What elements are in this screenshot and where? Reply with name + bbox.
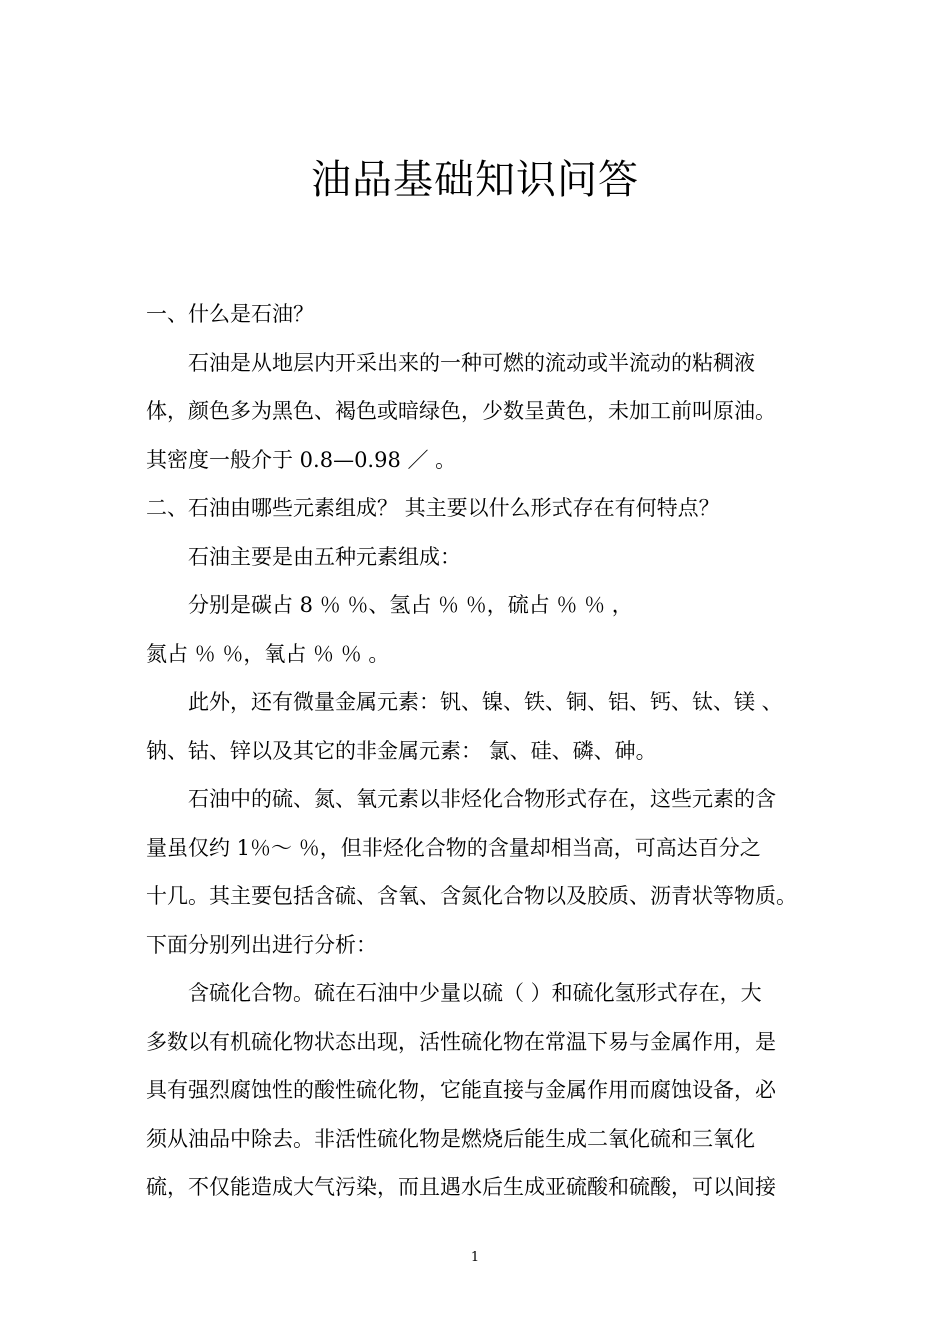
paragraph-line: 含硫化合物。硫在石油中少量以硫（ ）和硫化氢形式存在，大: [188, 981, 762, 1005]
paragraph-line: 石油中的硫、氮、氧元素以非烃化合物形式存在，这些元素的含: [188, 787, 776, 811]
page-number: 1: [470, 1250, 480, 1265]
question-1-heading: 一、什么是石油？: [146, 302, 314, 326]
paragraph-line: 石油主要是由五种元素组成：: [188, 544, 461, 569]
paragraph-line: 分别是碳占 8 ％ ％、氢占 ％ ％，硫占 ％ ％ ，: [188, 593, 633, 617]
paragraph-line: 其密度一般介于 0.8—0.98 ／ 。: [146, 447, 457, 472]
paragraph-line: 硫，不仅能造成大气污染，而且遇水后生成亚硫酸和硫酸，可以间接: [146, 1175, 776, 1199]
paragraph-line: 须从油品中除去。非活性硫化物是燃烧后能生成二氧化硫和三氧化: [146, 1126, 755, 1151]
paragraph-line: 下面分别列出进行分析：: [146, 932, 377, 957]
paragraph-line: 石油是从地层内开采出来的一种可燃的流动或半流动的粘稠液: [188, 350, 755, 375]
paragraph-line: 具有强烈腐蚀性的酸性硫化物，它能直接与金属作用而腐蚀设备，必: [146, 1078, 776, 1102]
paragraph-line: 十几。其主要包括含硫、含氧、含氮化合物以及胶质、沥青状等物质。: [146, 884, 797, 908]
paragraph-line: 多数以有机硫化物状态出现，活性硫化物在常温下易与金属作用，是: [146, 1029, 776, 1054]
paragraph-line: 量虽仅约 1％～ ％，但非烃化合物的含量却相当高，可高达百分之: [146, 835, 761, 860]
paragraph-line: 钠、钴、锌以及其它的非金属元素： 氯、硅、磷、砷。: [146, 738, 657, 763]
document-title: 油品基础知识问答: [311, 157, 639, 203]
document-body: [146, 290, 806, 1212]
question-2-heading: 二、石油由哪些元素组成？ 其主要以什么形式存在有何特点？: [146, 496, 720, 520]
paragraph-line: 体，颜色多为黑色、褐色或暗绿色，少数呈黄色，未加工前叫原油。: [146, 399, 776, 423]
paragraph-line: 氮占 ％ ％，氧占 ％ ％ 。: [146, 641, 390, 666]
paragraph-line: 此外，还有微量金属元素：钒、镍、铁、铜、铝、钙、钛、镁 、: [188, 690, 783, 714]
